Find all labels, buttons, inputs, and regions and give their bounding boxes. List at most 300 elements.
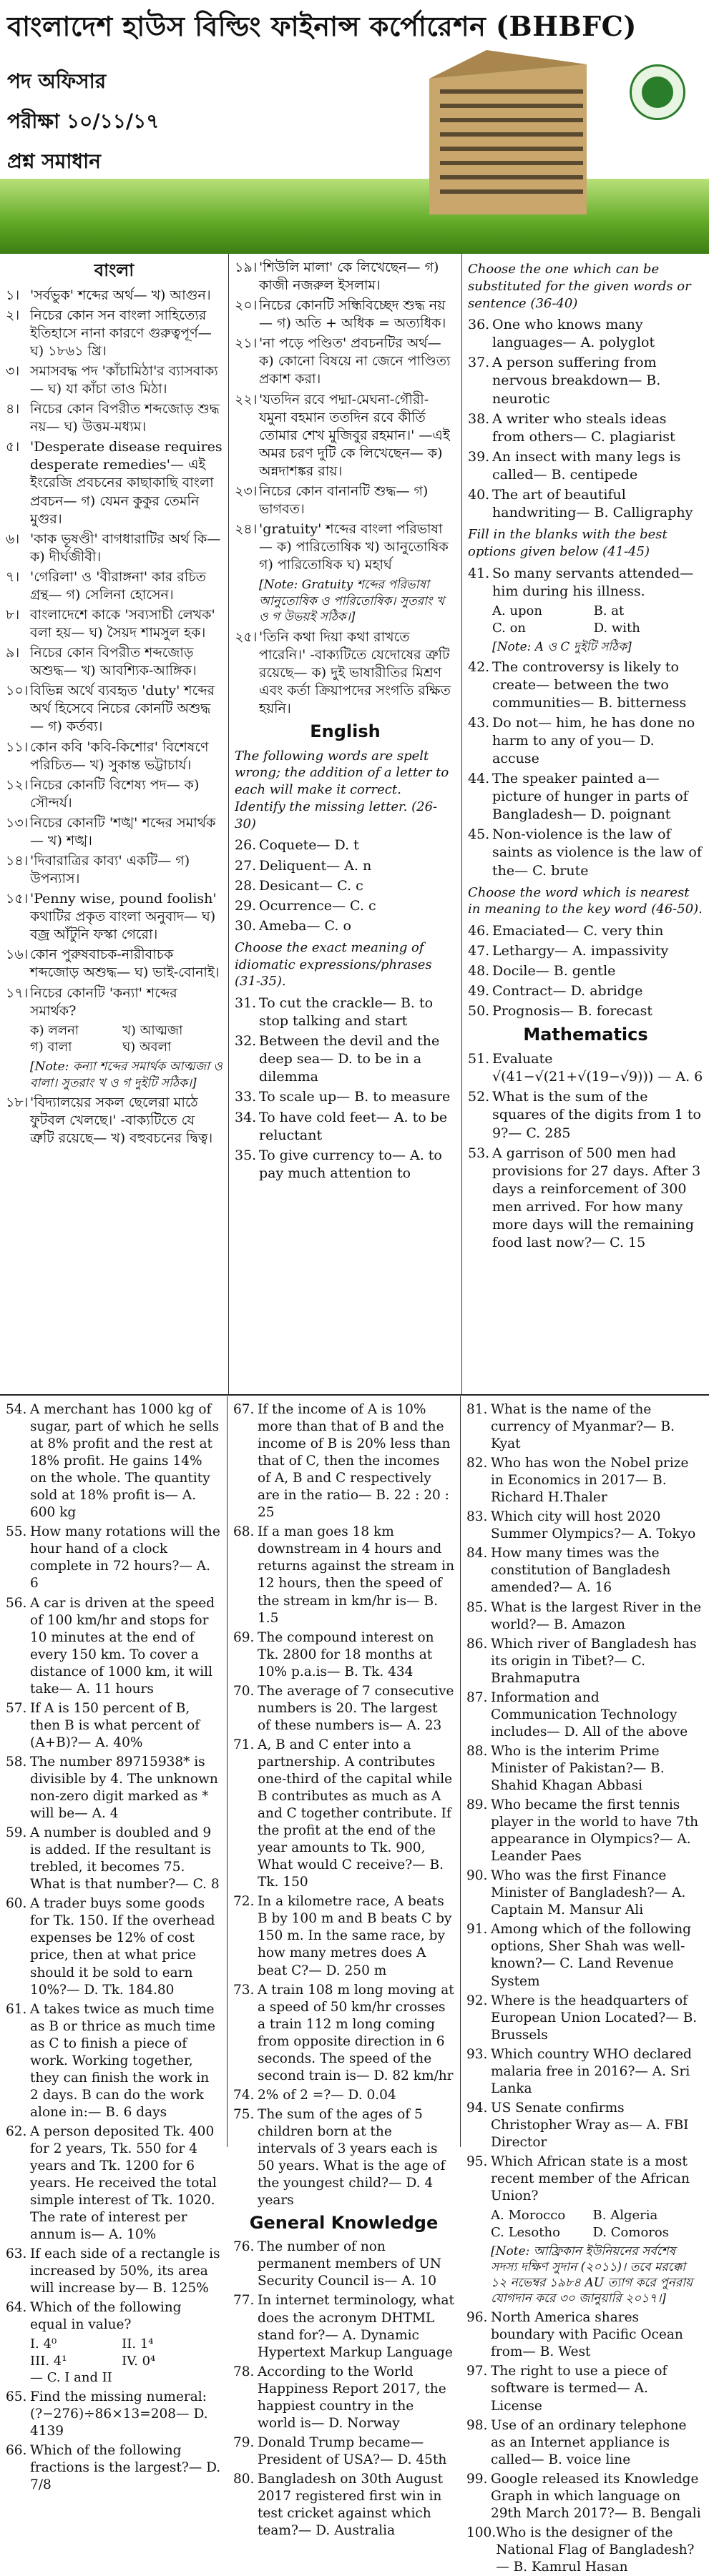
option: গ) বালা — [30, 1040, 72, 1055]
question-number: ৬। — [6, 531, 20, 547]
question-number: 45. — [468, 826, 490, 843]
question-18 — [6, 1094, 223, 1148]
question-number: 74. — [233, 2087, 255, 2103]
question-text: Prognosis— B. forecast — [492, 1003, 652, 1020]
instruction: Fill in the blanks with the best options given below (41-45) — [468, 527, 668, 559]
question-text: Coquete— D. t — [259, 837, 359, 854]
question-item — [233, 2471, 454, 2540]
question-text: The number of non permanent members of UN Security Council is— A. 10 — [258, 2239, 441, 2289]
question-item — [466, 2363, 703, 2414]
question-number: 55. — [6, 1524, 27, 1540]
question-item — [6, 776, 223, 812]
question-text: নিচের কোন বিপরীত শব্দজোড় শুদ্ধ নয়— ঘ) উত্তম-মধ্যম। — [30, 401, 220, 435]
question-item — [235, 297, 456, 332]
question-text: Which city will host 2020 Summer Olympics?— A. Tokyo — [491, 1509, 696, 1542]
question-item — [466, 2046, 703, 2098]
question-text: Which country WHO declared malaria free in 2016?— A. Sri Lanka — [491, 2046, 692, 2096]
q41-options — [492, 603, 703, 637]
question-text: Ameba— C. o — [259, 917, 351, 934]
question-number: ৮। — [6, 607, 20, 623]
question-text: A takes twice as much time as B or thrice as much time as C to finish a piece of work. Working together, they can finish the work in 2 days. B can do the work alone in:— B. 6 days — [30, 2001, 215, 2120]
question-text: What is the sum of the squares of the digits from 1 to 9?— C. 285 — [492, 1089, 701, 1141]
question-text: বিভিন্ন অর্থে ব্যবহৃত 'duty' শব্দের অর্থ হিসেবে নিচের কোনটি অশুদ্ধ— গ) কর্তব্য। — [30, 683, 215, 735]
question-item — [6, 307, 223, 360]
question-number: ১৪। — [6, 853, 29, 869]
question-item — [6, 1595, 221, 1698]
question-number: ১৬। — [6, 947, 29, 963]
question-item — [468, 942, 703, 960]
question-text: নিচের কোন বিপরীত শব্দজোড় অশুদ্ধ— খ) আবশ্যিক-আঙ্গিক। — [30, 645, 197, 679]
question-number: 70. — [233, 1683, 255, 1699]
question-text: 'দিবারাত্রির কাব্য' একটি— গ) উপন্যাস। — [30, 853, 190, 887]
question-text: The sum of the ages of 5 children born at the intervals of 3 years each is 50 years. What is the age of the youngest child?— D. 4 years — [258, 2106, 446, 2209]
question-text: A person suffering from nervous breakdown— B. neurotic — [492, 355, 661, 407]
question-number: ২১। — [235, 335, 258, 352]
question-number: ৩। — [6, 362, 20, 379]
question-number: 92. — [466, 1993, 488, 2008]
question-item — [233, 1893, 454, 1979]
question-item — [466, 1455, 703, 1506]
question-text: Ocurrence— C. c — [259, 897, 376, 914]
question-text: The average of 7 consecutive numbers is 20. The largest of these numbers is— A. 23 — [258, 1683, 454, 1733]
section-heading-gk: General Knowledge — [249, 2213, 439, 2234]
question-text: Evaluate √(41−√(21+√(19−√9))) — A. 6 — [492, 1051, 703, 1085]
question-item — [468, 826, 703, 879]
option: D. Comoros — [592, 2224, 669, 2240]
question-number: ২৪। — [235, 521, 258, 538]
question-number: 85. — [466, 1599, 488, 1615]
question-text: Find the missing numeral: (?−276)÷86×13=208— D. 4139 — [30, 2389, 208, 2439]
question-text: নিচের কোনটি 'কন্যা' শব্দের সমার্থক? — [30, 984, 177, 1019]
question-number: 31. — [235, 995, 257, 1012]
math-column-1 — [0, 1396, 228, 2492]
question-text: Bangladesh on 30th August 2017 registered first win in test cricket against which team?— D. Australia — [258, 2471, 444, 2539]
note-17: [Note: কন্যা শব্দের সমার্থক আত্মজা ও বালা। সুতরাং খ ও গ দুইটি সঠিক।] — [30, 1060, 223, 1090]
bhbfc-logo — [630, 64, 685, 120]
question-number: ১১। — [6, 739, 29, 755]
english-math-column — [462, 254, 709, 1394]
question-number: ৭। — [6, 568, 20, 585]
section-heading-english: English — [310, 721, 381, 742]
question-item — [235, 877, 456, 895]
question-number: 42. — [468, 658, 490, 675]
q95-options — [491, 2207, 703, 2241]
question-text: A train 108 m long moving at a speed of 50 km/hr crosses a train 112 m long coming from opposite direction in 6 seconds. The speed of the second train is— D. 82 km/hr — [258, 1982, 454, 2083]
instruction: The following words are spelt wrong; the addition of a letter to each will make it correct. Identify the missing letter. (26-30) — [235, 748, 449, 831]
question-item — [466, 2309, 703, 2361]
question-item — [466, 1689, 703, 1741]
question-text: How many rotations will the hour hand of a clock complete in 72 hours?— A. 6 — [30, 1524, 220, 1592]
question-number: 29. — [235, 897, 257, 914]
question-item — [235, 335, 456, 388]
option: ঘ) অবলা — [122, 1040, 172, 1055]
question-text: Non-violence is the law of saints as violence is the law of the— C. brute — [492, 826, 702, 879]
question-number: 90. — [466, 1868, 488, 1884]
question-number: 50. — [468, 1003, 490, 1020]
question-number: 95. — [466, 2153, 488, 2169]
question-text: Which African state is a most recent member of the African Union? — [491, 2153, 690, 2204]
question-text: Deliquent— A. n — [259, 857, 372, 874]
question-number: 87. — [466, 1689, 488, 1705]
question-item — [466, 2100, 703, 2151]
question-text: Which river of Bangladesh has its origin in Tibet?— C. Brahmaputra — [491, 1636, 697, 1686]
question-item — [466, 1636, 703, 1687]
question-text: 2% of 2 =?— D. 0.04 — [258, 2087, 396, 2103]
question-41 — [468, 565, 703, 601]
question-item — [466, 1509, 703, 1543]
question-item — [6, 1754, 221, 1822]
question-number: 81. — [466, 1402, 488, 1417]
question-number: 41. — [468, 565, 490, 581]
question-text: To cut the crackle— B. to stop talking and start — [259, 995, 434, 1030]
question-number: 30. — [235, 917, 257, 934]
solution-label: প্রশ্ন সমাধান — [7, 149, 101, 173]
question-text: 'যতদিন রবে পদ্মা-মেঘনা-গৌরী-যমুনা বহমান ততদিন রবে কীর্তি তোমার শেখ মুজিবুর রহমান।' —এই অমর চরণ দুটি কে লিখেছেন— ক) অন্নদাশঙ্কর রায়। — [259, 391, 450, 479]
question-number: 52. — [468, 1089, 490, 1105]
question-number: 40. — [468, 486, 490, 503]
question-text: Who is the interim Prime Minister of Pakistan?— B. Shahid Khagan Abbasi — [491, 1743, 665, 1793]
question-number: 43. — [468, 714, 490, 731]
question-text: Information and Communication Technology includes— D. All of the above — [491, 1689, 688, 1739]
question-number: 65. — [6, 2389, 27, 2404]
question-item — [6, 2442, 221, 2494]
question-text: 'তিনি কথা দিয়া কথা রাখতে পারেনি।' -বাক্যটিতে যেদোষের ত্রুটি রয়েছে— ক) দুই ভাষারীতির মিশ্রণ এবং কর্তা ক্রিয়াপদের সংগতি রক্ষিত হয়নি। — [259, 628, 451, 716]
question-text: So many servants attended— him during his illness. — [492, 565, 694, 599]
question-number: 37. — [468, 355, 490, 371]
question-text: বাংলাদেশে কাকে 'সব্যসাচী লেখক' বলা হয়— ঘ) সৈয়দ শামসুল হক। — [30, 607, 215, 641]
question-text: One who knows many languages— A. polyglot — [492, 317, 655, 351]
question-item — [466, 2417, 703, 2469]
question-number: 69. — [233, 1629, 255, 1645]
question-text: To have cold feet— A. to be reluctant — [259, 1109, 448, 1143]
question-number: 51. — [468, 1051, 490, 1067]
question-item — [466, 1921, 703, 1990]
question-number: 93. — [466, 2046, 488, 2062]
question-number: 56. — [6, 1595, 27, 1611]
question-text: Emaciated— C. very thin — [492, 923, 664, 939]
question-text: If A is 150 percent of B, then B is what percent of (A+B)?— A. 40% — [30, 1700, 200, 1750]
question-item — [468, 410, 703, 446]
question-item — [233, 2434, 454, 2469]
question-item — [235, 1088, 456, 1106]
option: ক) ললনা — [30, 1022, 79, 1038]
question-item — [6, 644, 223, 680]
question-item — [6, 852, 223, 888]
question-text: US Senate confirms Christopher Wray as— A. FBI Director — [491, 2100, 689, 2150]
question-text: নিচের কোনটি বিশেষ্য পদ— ক) সৌন্দর্য। — [30, 776, 200, 811]
question-number: ২২। — [235, 391, 258, 408]
question-item — [468, 1088, 703, 1142]
question-item — [466, 2525, 703, 2576]
question-number: 83. — [466, 1509, 488, 1525]
question-text: The art of beautiful handwriting— B. Calligraphy — [492, 486, 693, 521]
question-item — [6, 400, 223, 436]
question-item — [233, 1982, 454, 2085]
question-number: 98. — [466, 2417, 488, 2433]
question-text: Donald Trump became— President of USA?— D. 45th — [258, 2434, 447, 2467]
question-number: 71. — [233, 1737, 255, 1752]
question-25 — [235, 628, 456, 718]
math-gk-column — [228, 1396, 461, 2539]
question-item — [466, 2153, 703, 2205]
question-text: Who is the designer of the National Flag of Bangladesh?— B. Kamrul Hasan — [496, 2525, 695, 2575]
question-number: 86. — [466, 1636, 488, 1652]
question-number: 66. — [6, 2442, 27, 2458]
question-text: Do not— him, he has done no harm to any of you— D. accuse — [492, 714, 695, 767]
question-item — [466, 1599, 703, 1634]
question-text: The speaker painted a— picture of hunger in parts of Bangladesh— D. poignant — [492, 771, 688, 823]
question-item — [6, 2123, 221, 2244]
q64-options — [30, 2336, 221, 2369]
question-item — [235, 1147, 456, 1183]
question-number: 36. — [468, 317, 490, 333]
question-text: কোন পুরুষবাচক-নারীবাচক শব্দজোড় অশুদ্ধ— ঘ) ভাই-বোনাই। — [30, 947, 220, 981]
question-item — [235, 897, 456, 915]
question-text: 'শিউলি মালা' কে লিখেছেন— গ) কাজী নজরুল ইসলাম। — [259, 260, 439, 294]
page-title: বাংলাদেশ হাউস বিল্ডিং ফাইনান্স কর্পোরেশন (BHBFC) — [7, 10, 637, 42]
question-item — [6, 1700, 221, 1752]
question-text: A person deposited Tk. 400 for 2 years, Tk. 550 for 4 years and Tk. 1200 for 6 years. He received the total simple interest of Tk. 1020. The rate of interest per annum is— A. 10% — [30, 2123, 217, 2243]
question-number: 82. — [466, 1456, 488, 1471]
question-number: 76. — [233, 2239, 255, 2255]
question-item — [6, 362, 223, 398]
question-item — [233, 1401, 454, 1521]
question-text: Where is the headquarters of European Union Located?— B. Brussels — [491, 1993, 698, 2043]
question-item — [6, 1825, 221, 1893]
question-item — [468, 354, 703, 408]
question-text: What is the name of the currency of Myanmar?— B. Kyat — [491, 1402, 675, 1452]
question-text: A number is doubled and 9 is added. If the resultant is trebled, it becomes 75. What is that number?— C. 8 — [30, 1825, 220, 1892]
question-number: ১৫। — [6, 891, 29, 907]
post-label: পদ অফিসার — [7, 69, 107, 93]
option: B. at — [593, 603, 625, 618]
question-number: 77. — [233, 2293, 255, 2309]
question-number: 63. — [6, 2246, 27, 2262]
question-item — [6, 739, 223, 774]
question-item — [235, 995, 456, 1030]
question-text: A writer who steals ideas from others— C. plagiarist — [492, 410, 675, 445]
q17-options — [30, 1022, 223, 1057]
question-number: 27. — [235, 857, 257, 874]
question-number: 46. — [468, 923, 490, 939]
question-number: 26. — [235, 837, 257, 854]
question-text: Desicant— C. c — [259, 877, 363, 894]
option: III. 4¹ — [30, 2353, 67, 2369]
question-item — [235, 1032, 456, 1086]
question-number: 91. — [466, 1922, 488, 1938]
question-text: Docile— B. gentle — [492, 963, 616, 979]
question-item — [235, 391, 456, 480]
question-text: If the income of A is 10% more than that of B and the income of B is 20% less than that of C, then the incomes of A, B and C respectively are in the ratio— B. 22 : 20 : 25 — [258, 1402, 451, 1521]
question-text: Lethargy— A. impassivity — [492, 943, 669, 959]
question-text: In internet terminology, what does the acronym DHTML stand for?— A. Dynamic Hypertext Markup Language — [258, 2293, 454, 2360]
section-heading-math: Mathematics — [523, 1024, 648, 1045]
question-text: Who became the first tennis player in the world to have 7th appearance in Olympics?— A. Leander Paes — [491, 1797, 699, 1865]
question-item — [233, 2292, 454, 2361]
question-item — [6, 2389, 221, 2440]
option: II. 1⁴ — [122, 2336, 154, 2352]
question-text: To give currency to— A. to pay much attention to — [259, 1147, 442, 1181]
question-text: According to the World Happiness Report 2017, the happiest country in the world is— D. Norway — [258, 2364, 446, 2431]
question-number: 68. — [233, 1524, 255, 1540]
section-divider — [0, 1394, 709, 1396]
question-text: A car is driven at the speed of 100 km/hr and stops for 10 minutes at the end of every 150 km. To cover a distance of 1000 km, it will take— A. 11 hours — [30, 1595, 215, 1697]
question-number: 39. — [468, 448, 490, 465]
question-text: The right to use a piece of software is termed— A. License — [491, 2364, 668, 2414]
question-number: 96. — [466, 2310, 488, 2326]
question-text: নিচের কোন সন বাংলা সাহিত্যের ইতিহাসে নানা কারণে গুরুত্বপূর্ণ— ঘ) ১৮৬১ খ্রি। — [30, 307, 212, 359]
header-banner — [0, 0, 709, 254]
question-item — [235, 520, 456, 574]
note-24: [Note: Gratuity শব্দের পরিভাষা আনুতোষিক ও পারিতোষিক। সুতরাং খ ও গ উভয়ই সঠিক।] — [259, 578, 444, 625]
question-item — [6, 1524, 221, 1592]
question-text: Use of an ordinary telephone as an Internet appliance is called— B. voice line — [491, 2417, 687, 2467]
bangla-english-column — [229, 254, 462, 1394]
option: A. upon — [492, 603, 542, 618]
question-number: 88. — [466, 1743, 488, 1759]
question-item — [233, 2364, 454, 2432]
question-number: ২০। — [235, 297, 258, 314]
option: IV. 0⁴ — [122, 2353, 156, 2369]
question-number: 53. — [468, 1145, 490, 1161]
question-text: Which of the following equal in value? — [30, 2300, 182, 2333]
question-number: 75. — [233, 2106, 255, 2122]
question-item — [235, 259, 456, 295]
question-item — [468, 922, 703, 940]
instruction: Choose the one which can be substituted for the given words or sentence (36-40) — [468, 262, 691, 311]
question-number: 33. — [235, 1089, 257, 1105]
question-number: 35. — [235, 1147, 257, 1163]
question-item — [6, 814, 223, 850]
question-number: 67. — [233, 1402, 255, 1417]
option: C. on — [492, 620, 527, 636]
question-number: ১২। — [6, 776, 29, 793]
question-number: ৪। — [6, 401, 20, 418]
question-text: 'gratuity' শব্দের বাংলা পরিভাষা— ক) পারিতোষিক খ) আনুতোষিক গ) পারিতোষিক ঘ) মহার্ঘ — [259, 521, 449, 573]
question-item — [235, 917, 456, 935]
question-text: A, B and C enter into a partnership. A contributes one-third of the capital while B contributes as much as A and C together contribute. If the profit at the end of the year amounts to Tk. 900, What would C receive?— B. Tk. 150 — [258, 1737, 453, 1890]
option: I. 4⁰ — [30, 2336, 57, 2352]
question-text: North America shares boundary with Pacific Ocean from— B. West — [491, 2310, 683, 2360]
question-number: 73. — [233, 1982, 255, 1998]
question-text: In a kilometre race, A beats B by 100 m and B beats C by 150 m. In the same race, by how many metres does A beat C?— D. 250 m — [258, 1894, 452, 1978]
question-item — [233, 1737, 454, 1891]
question-item — [468, 1145, 703, 1252]
question-item — [233, 1524, 454, 1627]
question-item — [6, 2299, 221, 2334]
question-number: ১৩। — [6, 814, 29, 831]
question-item — [468, 658, 703, 712]
question-item — [6, 287, 223, 305]
question-item — [233, 2087, 454, 2104]
question-item — [6, 438, 223, 528]
question-text: Google released its Knowledge Graph in which language on 29th March 2017?— B. Bengali — [491, 2471, 701, 2521]
question-item — [233, 1629, 454, 1681]
question-number: ২৩। — [235, 483, 258, 499]
question-number: 94. — [466, 2100, 488, 2116]
question-number: 57. — [6, 1700, 27, 1716]
question-text: How many times was the constitution of Bangladesh amended?— A. 16 — [491, 1546, 671, 1596]
question-number: ১৮। — [6, 1095, 29, 1111]
question-number: 80. — [233, 2471, 255, 2487]
question-number: 99. — [466, 2471, 488, 2487]
question-item — [6, 606, 223, 642]
gk-column — [461, 1396, 709, 2575]
question-item — [468, 1002, 703, 1020]
question-text: Which of the following fractions is the largest?— D. 7/8 — [30, 2442, 221, 2492]
question-number: 72. — [233, 1894, 255, 1910]
question-number: ৯। — [6, 645, 20, 661]
question-item — [6, 2246, 221, 2297]
question-item — [6, 946, 223, 982]
question-number: 32. — [235, 1033, 257, 1050]
question-text: 'না পড়ে পণ্ডিত' প্রবচনটির অর্থ— ক) কোনো বিষয়ে না জেনে পাণ্ডিত্য প্রকাশ করা। — [259, 335, 451, 388]
option: A. Morocco — [491, 2208, 566, 2224]
question-number: 58. — [6, 1754, 27, 1770]
question-number: 59. — [6, 1825, 27, 1841]
question-number: 78. — [233, 2364, 255, 2379]
question-item — [233, 2239, 454, 2290]
question-item — [233, 2106, 454, 2209]
question-number: 62. — [6, 2123, 27, 2139]
question-number: 54. — [6, 1402, 27, 1417]
question-text: 'Desperate disease requires desperate remedies'— এই ইংরেজি প্রবচনের কাছাকাছি বাংলা প্রবচন— গ) যেমন কুকুর তেমনি মুগুর। — [30, 439, 223, 527]
bangla-column — [0, 254, 229, 1394]
question-item — [235, 483, 456, 518]
instruction: Choose the exact meaning of idiomatic expressions/phrases (31-35). — [235, 939, 432, 990]
question-item — [6, 890, 223, 944]
question-item — [468, 486, 703, 522]
option: C. Lesotho — [491, 2224, 560, 2240]
question-number: ১৯। — [235, 260, 258, 275]
question-text: Who has won the Nobel prize in Economics in 2017— B. Richard H.Thaler — [491, 1456, 689, 1506]
question-number: 100. — [466, 2525, 497, 2540]
note-41: [Note: A ও C দুইটি সঠিক] — [492, 640, 632, 655]
question-text: Among which of the following options, Sher Shah was well-known?— C. Land Revenue System — [491, 1922, 692, 1989]
question-item — [466, 1743, 703, 1795]
question-item — [468, 714, 703, 768]
question-number: 28. — [235, 877, 257, 894]
building-image — [401, 50, 615, 214]
question-text: An insect with many legs is called— B. centipede — [492, 448, 681, 483]
question-text: What is the largest River in the world?— B. Amazon — [491, 1599, 702, 1632]
question-number: ৫। — [6, 439, 20, 455]
question-item — [6, 2001, 221, 2121]
option: D. with — [593, 620, 640, 636]
question-number: 89. — [466, 1797, 488, 1813]
exam-date: পরীক্ষা ১০/১১/১৭ — [7, 109, 160, 133]
question-number: 38. — [468, 410, 490, 427]
option: খ) আত্মজা — [122, 1022, 183, 1038]
question-item — [468, 316, 703, 352]
question-item — [6, 682, 223, 736]
question-number: 34. — [235, 1109, 257, 1125]
note-95: [Note: আফ্রিকান ইউনিয়নের সর্বশেষ সদস্য দক্ষিণ সুদান (২০১১)। তবে মরক্কো ১২ নভেম্বর ১৯৮৪ AU ত্যাগ করে পুনরায় যোগদান করে ৩০ জানুয়ারি ২০১৭।] — [491, 2244, 693, 2306]
question-text: 'Penny wise, pound foolish' কথাটির প্রকৃত বাংলা অনুবাদ— ঘ) বজ্র আঁটুনি ফস্কা গেরো। — [30, 891, 217, 943]
question-number: 49. — [468, 983, 490, 1000]
question-item — [235, 837, 456, 854]
question-number: ২। — [6, 307, 20, 323]
question-item — [468, 448, 703, 484]
question-text: A merchant has 1000 kg of sugar, part of which he sells at 8% profit and the rest at 18% profit. He gains 14% on the whole. The quantity sold at 18% profit is— A. 600 kg — [30, 1402, 220, 1521]
question-item — [466, 1401, 703, 1453]
question-number: ১০। — [6, 683, 29, 699]
question-number: ১। — [6, 287, 20, 303]
question-number: 44. — [468, 771, 490, 787]
question-text: If each side of a rectangle is increased by 50%, its area will increase by— B. 125% — [30, 2246, 220, 2296]
section-heading-bangla: বাংলা — [94, 260, 135, 280]
question-text: The controversy is likely to create— between the two communities— B. bitterness — [492, 658, 687, 711]
